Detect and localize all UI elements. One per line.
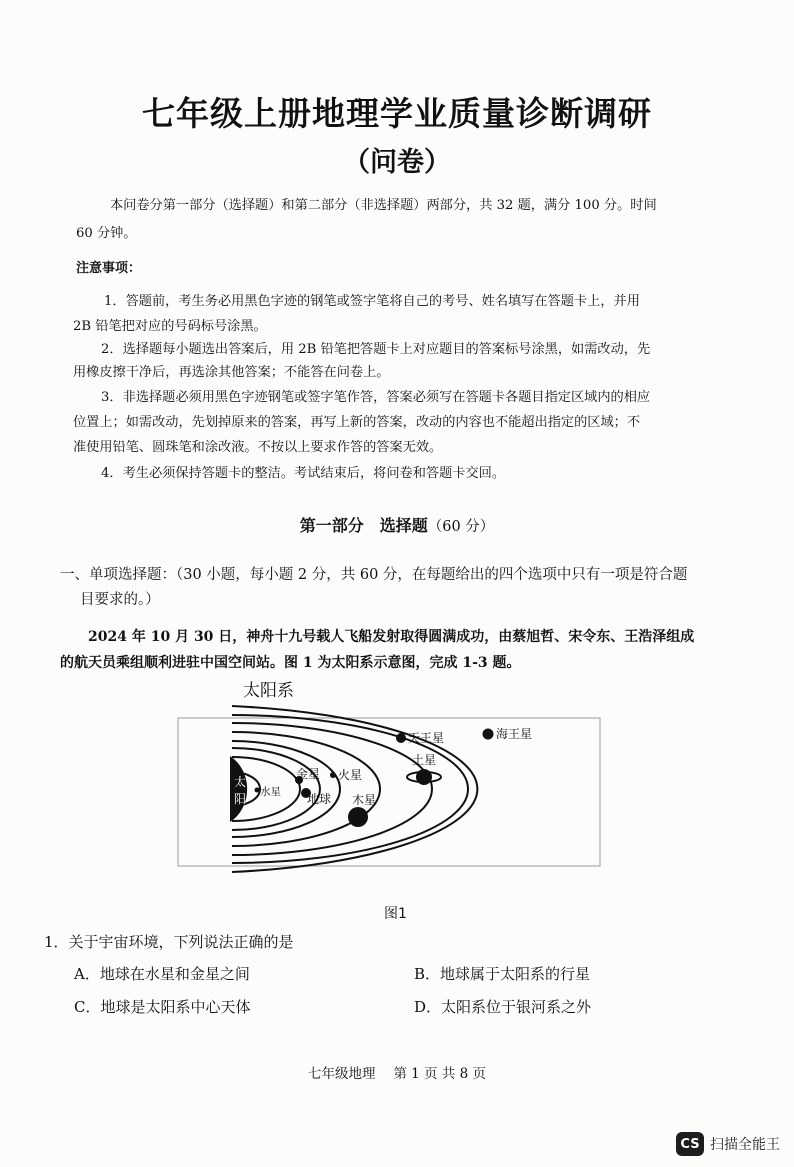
neptune-dot [483, 729, 494, 740]
intro-line-2: 60 分钟。 [76, 226, 137, 241]
question-1-option-c: C．地球是太阳系中心天体 [74, 998, 251, 1016]
uranus-dot [396, 733, 406, 743]
single-choice-line-1: 一、单项选择题：（30 小题，每小题 2 分，共 60 分，在每题给出的四个选项中只有一项是符合题 [60, 567, 688, 583]
mercury-dot [255, 788, 260, 793]
saturn-dot [416, 769, 432, 785]
intro-line-1: 本问卷分第一部分（选择题）和第二部分（非选择题）两部分，共 32 题，满分 100 分。时间 [110, 198, 657, 213]
notice-3-line-3: 准使用铅笔、圆珠笔和涂改液。不按以上要求作答的答案无效。 [73, 440, 443, 455]
notice-1-line-2: 2B 铅笔把对应的号码标号涂黑。 [73, 319, 267, 334]
scanner-app-name: 扫描全能王 [710, 1137, 780, 1153]
page-title: 七年级上册地理学业质量诊断调研 [142, 94, 652, 133]
context-line-1: 2024 年 10 月 30 日，神舟十九号载人飞船发射取得圆满成功，由蔡旭哲、宋令东、王浩泽组成 [88, 629, 695, 645]
neptune-label: 海王星 [496, 727, 533, 741]
notice-2-line-1: 2．选择题每小题选出答案后，用 2B 铅笔把答题卡上对应题目的答案标号涂黑，如需改动，先 [101, 342, 651, 357]
question-1-stem: 1．关于宇宙环境，下列说法正确的是 [44, 933, 294, 951]
notice-1-line-1: 1．答题前，考生务必用黑色字迹的钢笔或签字笔将自己的考号、姓名填写在答题卡上，并用 [104, 294, 640, 309]
section-title [0, 513, 794, 536]
saturn-label: 土星 [412, 753, 437, 767]
mercury-label: 水星 [260, 786, 281, 798]
venus-label: 金星 [296, 767, 321, 781]
jupiter-label: 木星 [352, 793, 377, 807]
context-line-2: 的航天员乘组顺利进驻中国空间站。图 1 为太阳系示意图，完成 1-3 题。 [60, 655, 521, 671]
notice-3-line-1: 3．非选择题必须用黑色字迹钢笔或签字笔作答，答案必须写在答题卡各题目指定区域内的相应 [101, 390, 651, 405]
scanner-logo-icon: CS [676, 1132, 704, 1156]
question-1-option-b: B．地球属于太阳系的行星 [414, 965, 591, 983]
notice-heading: 注意事项： [76, 261, 142, 276]
figure-heading: 太阳系 [243, 681, 294, 701]
orbit-mars [232, 741, 340, 837]
notice-2-line-2: 用橡皮擦干净后，再选涂其他答案；不能答在问卷上。 [73, 365, 390, 380]
section-title-text: 第一部分 选择题 [299, 516, 428, 535]
question-1-option-d: D．太阳系位于银河系之外 [414, 998, 592, 1016]
solar-system-diagram [0, 676, 794, 926]
earth-label: 地球 [307, 792, 332, 806]
page-subtitle: （问卷） [343, 147, 451, 178]
sun-label-2: 阳 [234, 792, 247, 806]
question-1-option-a: A．地球在水星和金星之间 [74, 965, 250, 983]
notice-3-line-2: 位置上；如需改动，先划掉原来的答案，再写上新的答案，改动的内容也不能超出指定的区域；不 [73, 415, 641, 430]
jupiter-dot [348, 807, 368, 827]
solar-system-figure [0, 676, 794, 926]
page-footer: 七年级地理 第 1 页 共 8 页 [308, 1066, 486, 1082]
mars-label: 火星 [338, 768, 363, 782]
sun-label-1: 太 [234, 775, 247, 789]
scanner-watermark [676, 1131, 780, 1157]
section-score: （60 分） [427, 519, 495, 535]
sun-shape [230, 756, 247, 822]
uranus-label: 天王星 [408, 731, 445, 745]
single-choice-line-2: 目要求的。） [80, 592, 160, 608]
figure-caption: 图1 [384, 906, 407, 922]
mars-dot [330, 772, 336, 778]
notice-4-line-1: 4．考生必须保持答题卡的整洁。考试结束后，将问卷和答题卡交回。 [101, 466, 506, 481]
